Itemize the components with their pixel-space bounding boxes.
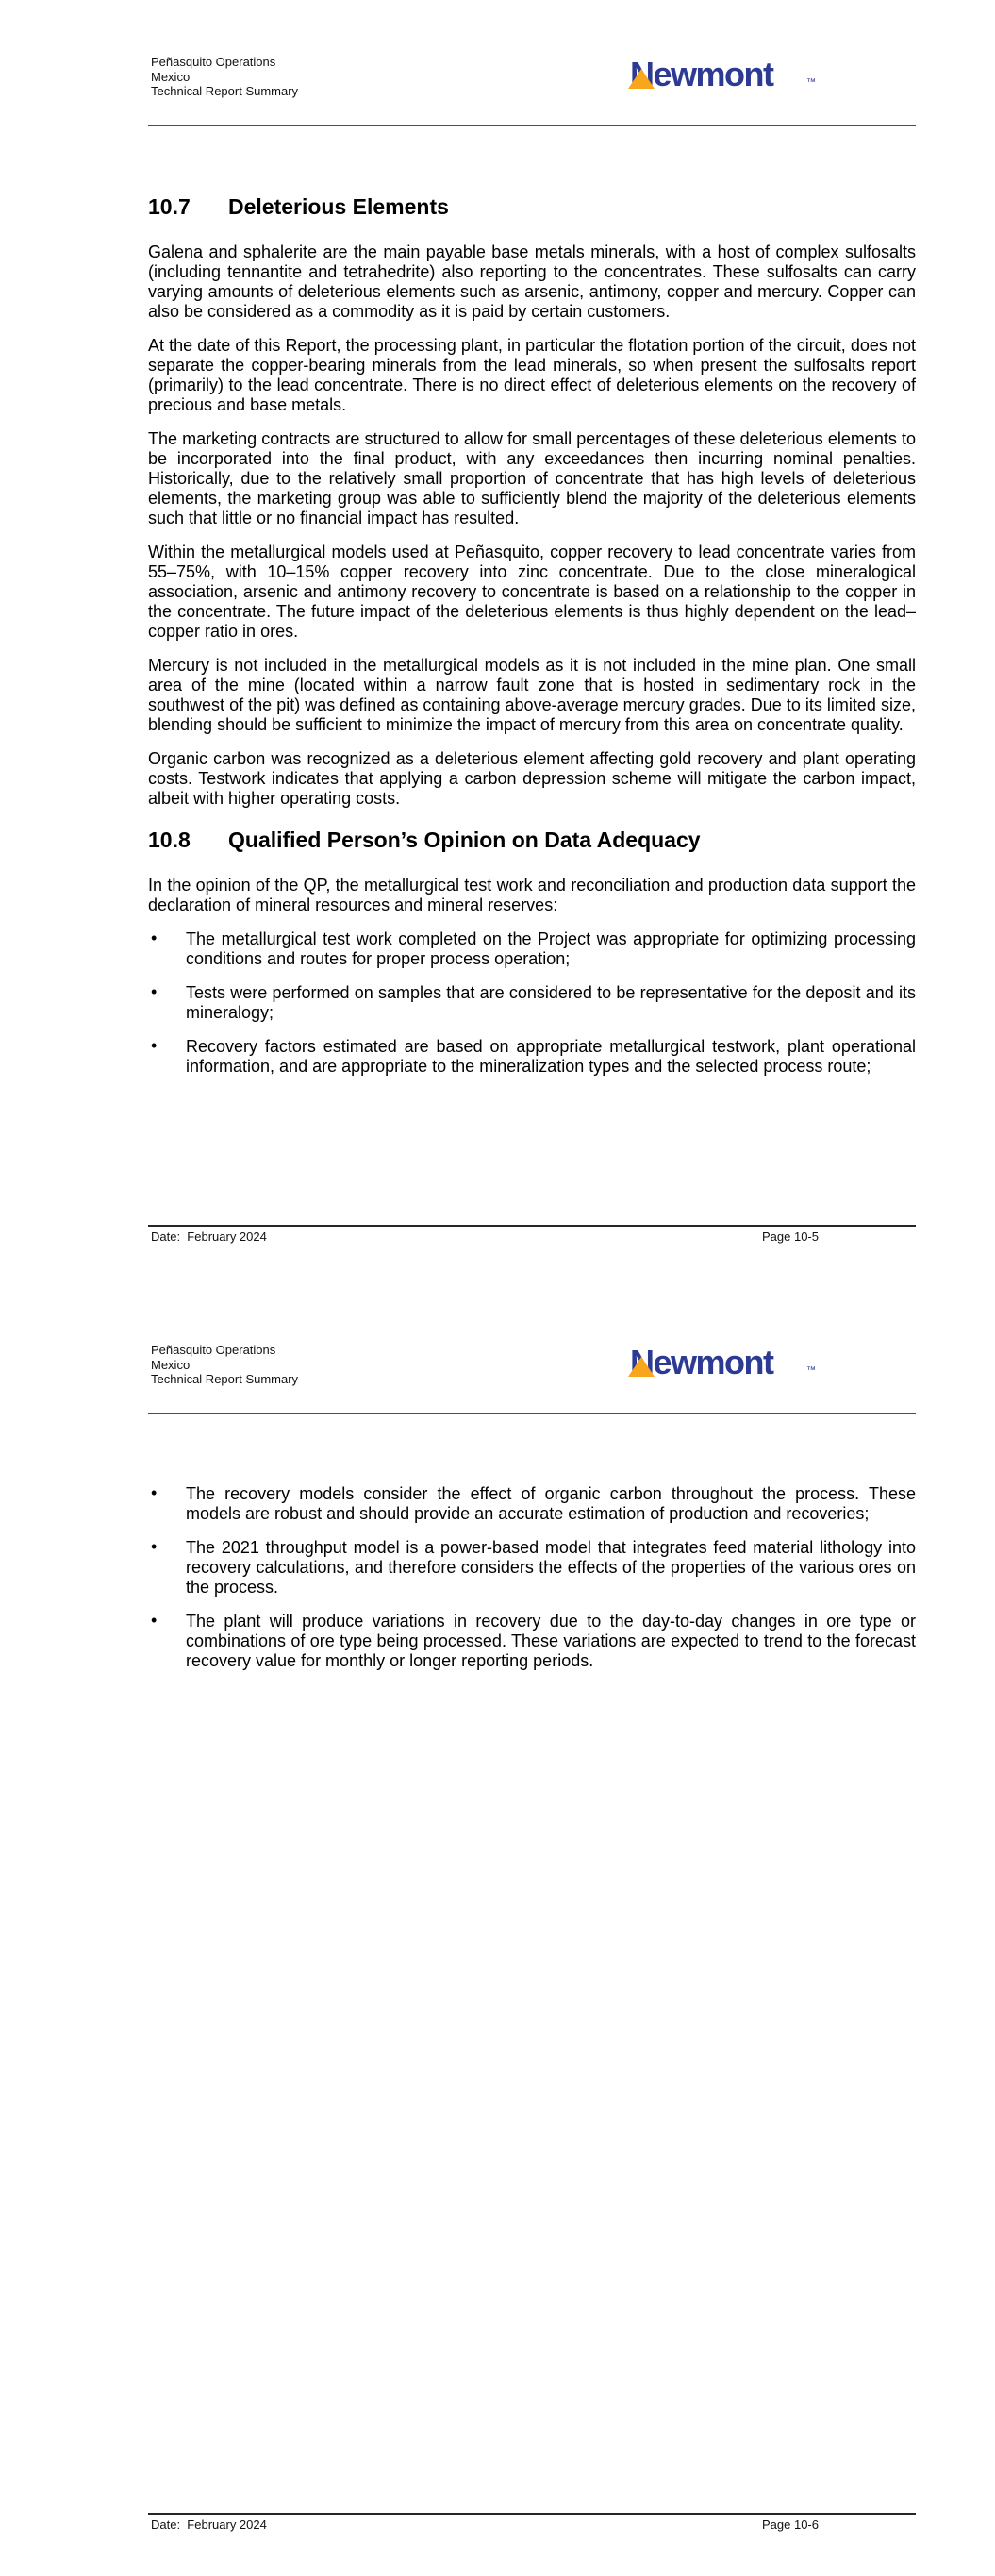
header-operation-name: Peñasquito Operations xyxy=(151,1343,276,1357)
page-body xyxy=(148,1484,916,1685)
footer-divider-line xyxy=(148,2513,916,2515)
bullet-marker: • xyxy=(151,1483,158,1502)
bullet-marker: • xyxy=(151,1036,158,1055)
list-item-text: Tests were performed on samples that are considered to be representative for the deposit and its mineralogy; xyxy=(186,983,916,1022)
newmont-mountain-triangle-icon xyxy=(628,1357,655,1377)
paragraph: In the opinion of the QP, the metallurgical test work and reconciliation and production data support the declaration of mineral resources and mineral reserves: xyxy=(148,876,916,914)
footer-date: Date: February 2024 xyxy=(151,1229,267,1244)
section-title: Deleterious Elements xyxy=(228,194,449,219)
paragraph: Within the metallurgical models used at Peñasquito, copper recovery to lead concentrate varies from 55–75%, with 10–15% copper recovery into zinc concentrate. Due to the close mineralogical association, arsenic and antimony recovery to concentrate is based on a relationship to the copper in the concentrate. The future impact of the deleterious elements is thus highly dependent on the lead–copper ratio in ores. xyxy=(148,543,916,641)
header-divider-line xyxy=(148,1413,916,1414)
list-item xyxy=(148,929,916,969)
list-item-text: The recovery models consider the effect of organic carbon throughout the process. These models are robust and should provide an accurate estimation of production and recoveries; xyxy=(186,1484,916,1523)
list-item xyxy=(148,983,916,1023)
footer-page-number: Page 10-6 xyxy=(762,2517,819,2532)
header-doc-type: Technical Report Summary xyxy=(151,84,299,98)
section-title: Qualified Person’s Opinion on Data Adequacy xyxy=(228,828,701,852)
trademark-symbol: ™ xyxy=(806,77,816,88)
newmont-wordmark: Newmont xyxy=(630,1343,773,1381)
paragraph: Organic carbon was recognized as a deleterious element affecting gold recovery and plant operating costs. Testwork indicates that applying a carbon depression scheme will mitigate the carbon impact, albeit with higher operating costs. xyxy=(148,749,916,808)
paragraph: The marketing contracts are structured to allow for small percentages of these deleterious elements to be incorporated into the final product, with any exceedances then incurring nominal penalties. Historically, due to the relatively small proportion of concentrate that has high levels of deleterious elements, the marketing group was able to sufficiently blend the majority of the deleterious elements such that little or no financial impact has resulted. xyxy=(148,429,916,527)
section-heading-10-8 xyxy=(148,828,916,853)
header-country: Mexico xyxy=(151,69,191,84)
footer-divider-line xyxy=(148,1225,916,1227)
list-item xyxy=(148,1612,916,1671)
paragraph: Galena and sphalerite are the main payable base metals minerals, with a host of complex sulfosalts (including tennantite and tetrahedrite) also reporting to the concentrates. These sulfosalts can carry varying amounts of deleterious elements such as arsenic, antimony, copper and mercury. Copper can also be considered as a commodity as it is paid by certain customers. xyxy=(148,243,916,321)
list-item xyxy=(148,1037,916,1077)
bullet-marker: • xyxy=(151,982,158,1001)
page-header-text xyxy=(151,55,298,99)
list-item xyxy=(148,1484,916,1524)
list-item-text: The 2021 throughput model is a power-based model that integrates feed material lithology into recovery calculations, and therefore considers the effects of the properties of the various ores on the process. xyxy=(186,1538,916,1597)
list-item-text: Recovery factors estimated are based on appropriate metallurgical testwork, plant operational information, and are appropriate to the mineralization types and the selected process route; xyxy=(186,1037,916,1076)
header-doc-type: Technical Report Summary xyxy=(151,1372,299,1386)
section-number: 10.7 xyxy=(148,194,191,219)
list-item xyxy=(148,1538,916,1597)
page-body xyxy=(148,194,916,1091)
list-item-text: The metallurgical test work completed on the Project was appropriate for optimizing processing conditions and routes for proper process operation; xyxy=(186,929,916,968)
trademark-symbol: ™ xyxy=(806,1365,816,1376)
section-heading-10-7 xyxy=(148,194,916,220)
bullet-marker: • xyxy=(151,928,158,947)
newmont-wordmark: Newmont xyxy=(630,55,773,93)
list-item-text: The plant will produce variations in recovery due to the day-to-day changes in ore type or combinations of ore type being processed. These variations are expected to trend to the forecast recovery value for monthly or longer reporting periods. xyxy=(186,1612,916,1670)
bullet-marker: • xyxy=(151,1537,158,1556)
newmont-mountain-triangle-icon xyxy=(628,69,655,89)
header-operation-name: Peñasquito Operations xyxy=(151,55,276,69)
page-header-text xyxy=(151,1343,298,1387)
newmont-logo xyxy=(630,55,823,94)
footer-page-number: Page 10-5 xyxy=(762,1229,819,1244)
header-divider-line xyxy=(148,125,916,126)
footer-date: Date: February 2024 xyxy=(151,2517,267,2532)
bullet-marker: • xyxy=(151,1611,158,1630)
report-page-10-6 xyxy=(0,1288,995,2576)
section-number: 10.8 xyxy=(148,828,191,852)
paragraph: At the date of this Report, the processing plant, in particular the flotation portion of the circuit, does not separate the copper-bearing minerals from the lead minerals, so when present the sulfosalts report (primarily) to the lead concentrate. There is no direct effect of deleterious elements on the recovery of precious and base metals. xyxy=(148,336,916,414)
paragraph: Mercury is not included in the metallurgical models as it is not included in the mine plan. One small area of the mine (located within a narrow fault zone that is hosted in sedimentary rock in the southwest of the pit) was defined as containing above-average mercury grades. Due to its limited size, blending should be sufficient to minimize the impact of mercury from this area on concentrate quality. xyxy=(148,656,916,734)
header-country: Mexico xyxy=(151,1357,191,1372)
newmont-logo xyxy=(630,1343,823,1382)
